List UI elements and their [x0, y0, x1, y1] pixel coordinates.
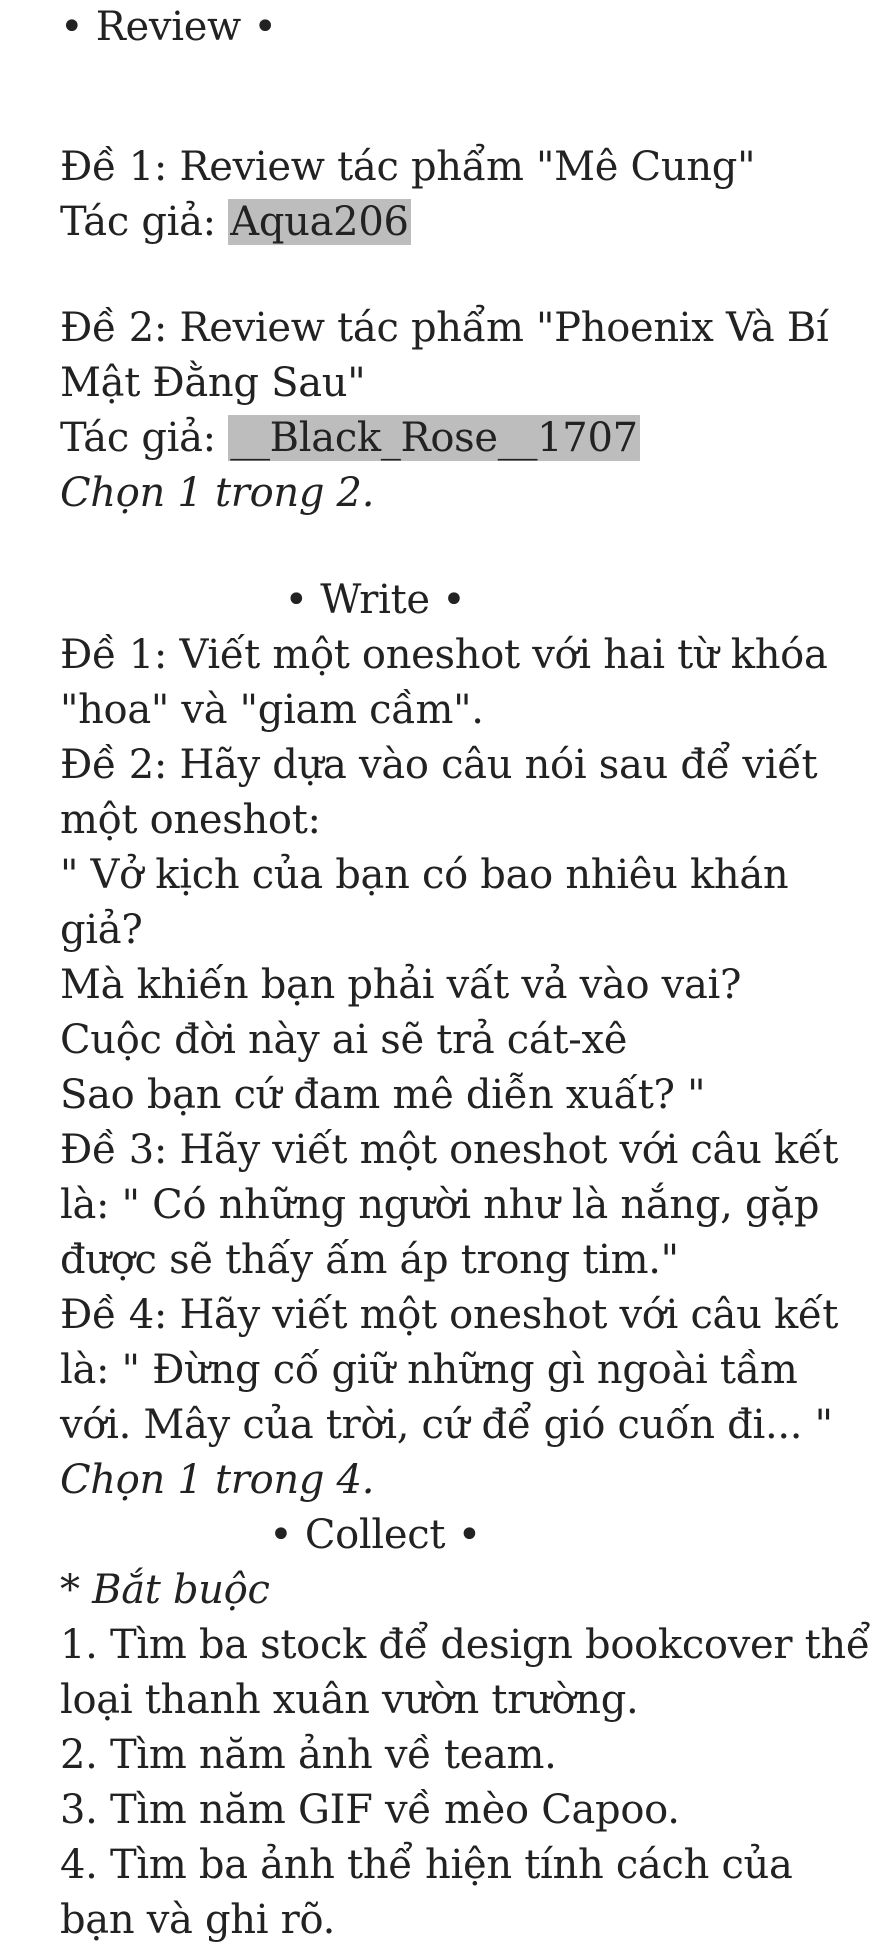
author-label: Tác giả: [60, 415, 229, 461]
write-line: Đề 3: Hãy viết một oneshot với câu kết [60, 1127, 838, 1173]
collect-line: bạn và ghi rõ. [60, 1897, 335, 1943]
write-line: Mà khiến bạn phải vất vả vào vai? [60, 962, 742, 1008]
collect-line: loại thanh xuân vườn trường. [60, 1677, 639, 1723]
review-author-2-line [60, 411, 860, 466]
collect-heading: • Collect • [269, 1512, 481, 1558]
write-lines [60, 628, 860, 1453]
write-line: " Vở kịch của bạn có bao nhiêu khán [60, 852, 789, 898]
write-line: là: " Có những người như là nắng, gặp [60, 1182, 820, 1228]
write-line: một oneshot: [60, 797, 321, 843]
document-body [60, 0, 871, 1948]
collect-line: 4. Tìm ba ảnh thể hiện tính cách của [60, 1842, 793, 1888]
write-line: là: " Đừng cố giữ những gì ngoài tầm [60, 1347, 798, 1393]
write-choose-note: Chọn 1 trong 4. [60, 1457, 375, 1503]
write-line: Đề 1: Viết một oneshot với hai từ khóa [60, 632, 828, 678]
spacer [60, 521, 860, 573]
review-choose-note: Chọn 1 trong 2. [60, 470, 375, 516]
review-topic-2-line-1: Đề 2: Review tác phẩm "Phoenix Và Bí [60, 305, 829, 351]
author-1-highlight: Aqua206 [230, 199, 409, 245]
write-line: "hoa" và "giam cầm". [60, 687, 484, 733]
review-heading: • Review • [60, 4, 277, 50]
collect-line: 1. Tìm ba stock để design bookcover thể [60, 1622, 871, 1668]
review-topic-1: Đề 1: Review tác phẩm "Mê Cung" [60, 144, 756, 190]
author-label: Tác giả: [60, 199, 229, 245]
review-author-1-line [60, 195, 860, 250]
author-2-highlight: __Black_Rose__1707 [230, 415, 638, 461]
write-heading: • Write • [284, 577, 466, 623]
write-line: Cuộc đời này ai sẽ trả cát-xê [60, 1017, 628, 1063]
collect-lines [60, 1618, 871, 1948]
write-line: Sao bạn cứ đam mê diễn xuất? " [60, 1072, 706, 1118]
collect-required-note: * Bắt buộc [60, 1567, 270, 1613]
write-line: giả? [60, 907, 143, 953]
spacer [60, 250, 860, 301]
spacer [60, 55, 860, 140]
write-line: Đề 2: Hãy dựa vào câu nói sau để viết [60, 742, 818, 788]
write-line: Đề 4: Hãy viết một oneshot với câu kết [60, 1292, 838, 1338]
collect-line: 3. Tìm năm GIF về mèo Capoo. [60, 1787, 680, 1833]
write-line: được sẽ thấy ấm áp trong tim." [60, 1237, 679, 1283]
collect-line: 2. Tìm năm ảnh về team. [60, 1732, 557, 1778]
write-line: với. Mây của trời, cứ để gió cuốn đi... " [60, 1402, 833, 1448]
review-topic-2-line-2: Mật Đằng Sau" [60, 360, 366, 406]
